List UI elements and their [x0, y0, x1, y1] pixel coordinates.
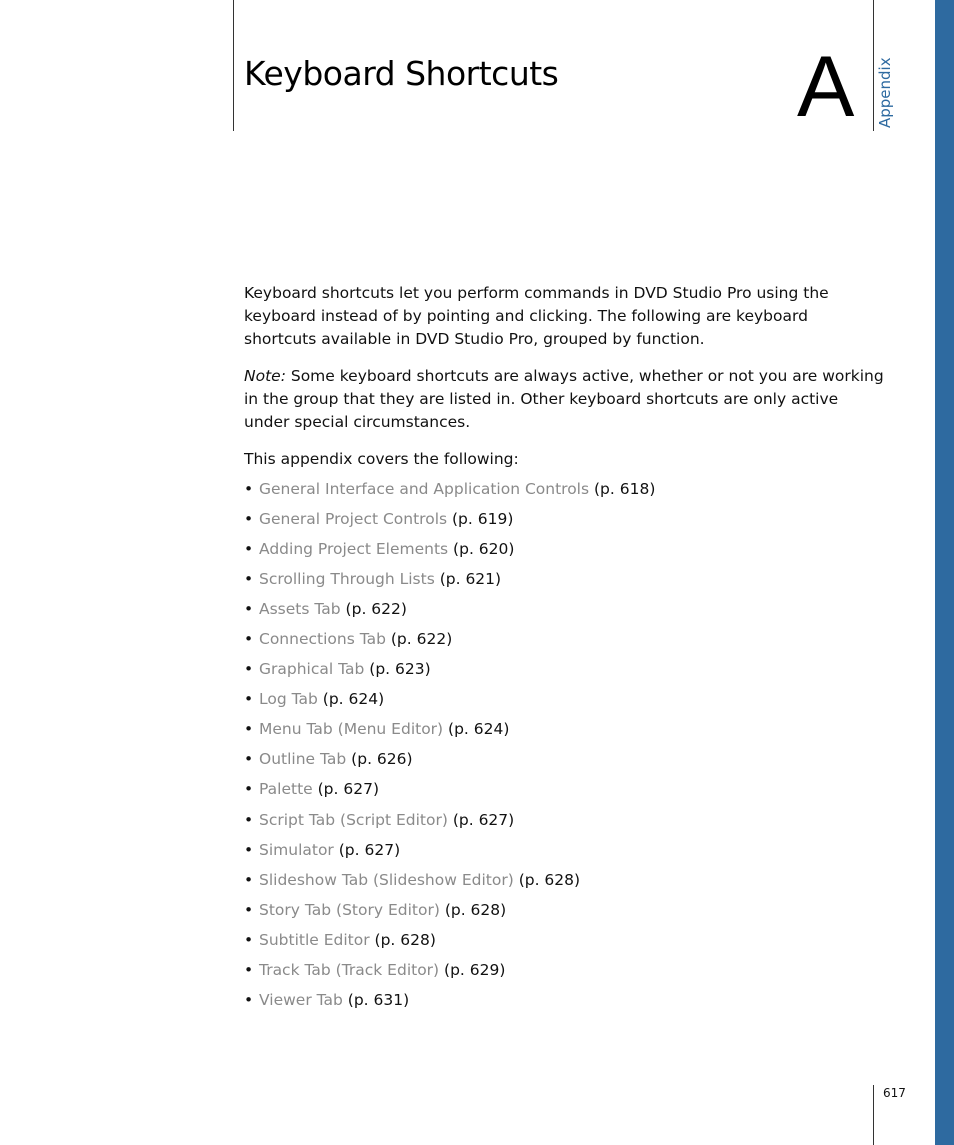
toc-page-ref: (p. 629) [439, 960, 506, 979]
body-text [244, 282, 884, 485]
toc-page-ref: (p. 627) [312, 780, 379, 799]
toc-list [244, 477, 655, 1018]
toc-item [244, 988, 655, 1018]
toc-link[interactable]: Script Tab (Script Editor) [259, 810, 448, 829]
page-number: 617 [883, 1086, 906, 1100]
toc-page-ref: (p. 631) [342, 990, 410, 1009]
toc-page-ref: (p. 623) [364, 660, 431, 679]
toc-item [244, 477, 655, 507]
note-paragraph [244, 365, 884, 434]
toc-item [244, 928, 655, 958]
bullet: • [244, 750, 254, 769]
toc-link[interactable]: Track Tab (Track Editor) [259, 960, 440, 979]
footer-rule [873, 1085, 874, 1145]
toc-link[interactable]: Slideshow Tab (Slideshow Editor) [259, 870, 514, 889]
bullet: • [244, 780, 254, 799]
toc-link[interactable]: Assets Tab [259, 600, 341, 619]
bullet: • [244, 570, 254, 589]
accent-sidebar [935, 0, 954, 1145]
toc-page-ref: (p. 618) [589, 480, 656, 498]
toc-link[interactable]: General Interface and Application Controls [259, 480, 590, 498]
bullet: • [244, 840, 254, 859]
chapter-letter: A [797, 39, 855, 135]
toc-link[interactable]: Outline Tab [259, 750, 347, 769]
bullet: • [244, 930, 254, 949]
page-title: Keyboard Shortcuts [244, 54, 559, 93]
toc-item [244, 537, 655, 567]
toc-page-ref: (p. 624) [443, 720, 510, 739]
toc-item [244, 747, 655, 777]
toc-page-ref: (p. 619) [447, 510, 514, 529]
bullet: • [244, 960, 254, 979]
toc-page-ref: (p. 621) [434, 570, 502, 589]
toc-page-ref: (p. 628) [513, 870, 581, 889]
toc-page-ref: (p. 628) [369, 930, 436, 949]
toc-item [244, 838, 655, 868]
toc-link[interactable]: Subtitle Editor [259, 930, 370, 949]
note-label: Note: [244, 367, 286, 385]
toc-item [244, 687, 655, 717]
toc-item [244, 808, 655, 838]
bullet: • [244, 630, 254, 649]
toc-item [244, 717, 655, 747]
toc-link[interactable]: Palette [259, 780, 313, 799]
header-rule-right [873, 0, 874, 131]
bullet: • [244, 600, 254, 619]
toc-page-ref: (p. 622) [385, 630, 453, 649]
toc-item [244, 567, 655, 597]
note-text: Some keyboard shortcuts are always active, whether or not you are working in the group that they are listed in. Other keyboard shortcuts are only active under special circumstances. [244, 367, 884, 431]
toc-page-ref: (p. 620) [448, 540, 515, 559]
toc-item [244, 777, 655, 807]
toc-item [244, 958, 655, 988]
toc-item [244, 627, 655, 657]
toc-link[interactable]: Viewer Tab [259, 990, 343, 1009]
toc-link[interactable]: Story Tab (Story Editor) [259, 900, 440, 919]
toc-link[interactable]: Connections Tab [259, 630, 386, 649]
toc-item [244, 597, 655, 627]
toc-page-ref: (p. 622) [340, 600, 407, 619]
toc-item [244, 507, 655, 537]
bullet: • [244, 480, 254, 498]
section-label: Appendix [876, 57, 894, 128]
toc-page-ref: (p. 627) [333, 840, 401, 859]
toc-page-ref: (p. 624) [317, 690, 385, 709]
toc-link[interactable]: Adding Project Elements [259, 540, 449, 559]
toc-page-ref: (p. 626) [346, 750, 413, 769]
toc-item [244, 657, 655, 687]
toc-page-ref: (p. 628) [439, 900, 507, 919]
header-rule-left [233, 0, 234, 131]
intro-paragraph: Keyboard shortcuts let you perform commands in DVD Studio Pro using the keyboard instead of by pointing and clicking. The following are keyboard shortcuts available in DVD Studio Pro, grouped by function. [244, 284, 829, 348]
toc-item [244, 868, 655, 898]
bullet: • [244, 870, 254, 889]
toc-link[interactable]: Graphical Tab [259, 660, 365, 679]
bullet: • [244, 660, 254, 679]
bullet: • [244, 690, 254, 709]
toc-link[interactable]: Log Tab [259, 690, 318, 709]
bullet: • [244, 510, 254, 529]
bullet: • [244, 720, 254, 739]
toc-link[interactable]: Scrolling Through Lists [259, 570, 435, 589]
bullet: • [244, 900, 254, 919]
toc-link[interactable]: General Project Controls [259, 510, 448, 529]
toc-item [244, 898, 655, 928]
bullet: • [244, 990, 254, 1009]
toc-link[interactable]: Simulator [259, 840, 334, 859]
bullet: • [244, 810, 254, 829]
toc-link[interactable]: Menu Tab (Menu Editor) [259, 720, 444, 739]
toc-page-ref: (p. 627) [447, 810, 515, 829]
covers-intro: This appendix covers the following: [244, 450, 519, 468]
bullet: • [244, 540, 254, 559]
